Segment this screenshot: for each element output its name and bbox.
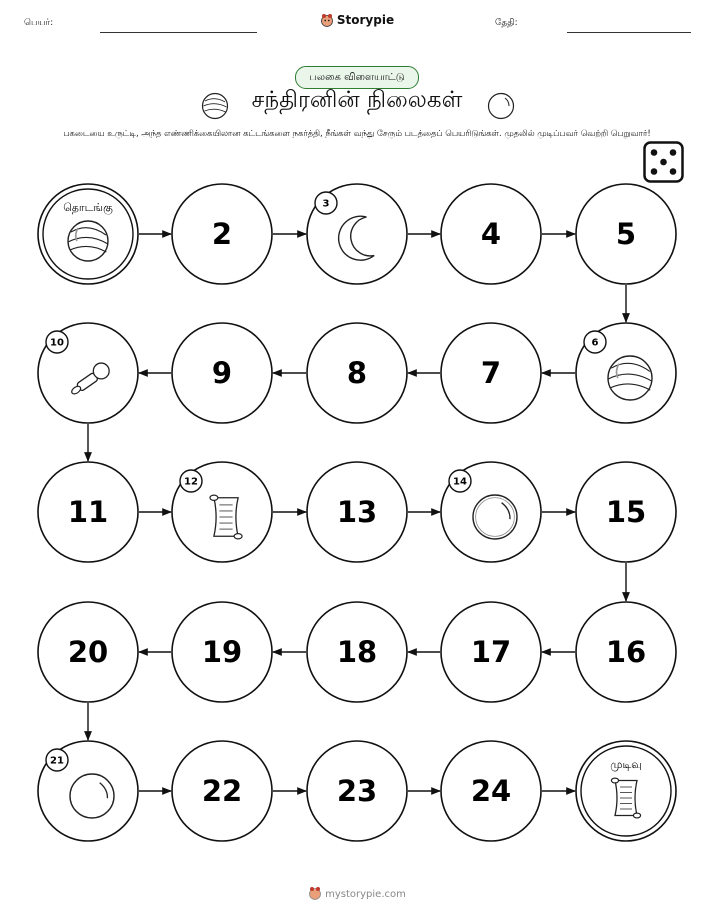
category-badge: பலகை விளையாட்டு xyxy=(295,66,419,89)
board-cell[interactable] xyxy=(441,184,541,284)
page-title: சந்திரனின் நிலைகள் xyxy=(251,87,463,113)
board-cell[interactable] xyxy=(172,462,272,562)
cell-number: 18 xyxy=(336,635,378,669)
board-cell[interactable] xyxy=(576,602,676,702)
cell-number: 8 xyxy=(346,356,368,390)
name-label: பெயர்: xyxy=(24,18,54,28)
board-cell[interactable] xyxy=(441,741,541,841)
board-cell[interactable] xyxy=(307,184,407,284)
footer-url: mystorypie.com xyxy=(325,889,406,900)
board-cell[interactable] xyxy=(172,602,272,702)
board-cell[interactable] xyxy=(576,323,676,423)
cell-number-badge xyxy=(584,331,606,353)
storypie-mascot-icon xyxy=(308,886,322,900)
board-cell[interactable] xyxy=(576,462,676,562)
brand-name: Storypie xyxy=(336,13,395,27)
cell-number: 7 xyxy=(480,356,502,390)
badge-number: 3 xyxy=(322,198,330,210)
date-label: தேதி: xyxy=(495,18,518,28)
board-cell[interactable] xyxy=(307,602,407,702)
badge-number: 6 xyxy=(591,337,599,349)
new-moon-icon xyxy=(70,774,114,818)
cell-number: 22 xyxy=(201,774,243,808)
badge-number: 10 xyxy=(50,337,64,349)
start-cell[interactable] xyxy=(38,184,138,284)
badge-number: 14 xyxy=(453,476,467,488)
board-cell[interactable] xyxy=(307,741,407,841)
cell-number: 5 xyxy=(615,217,637,251)
badge-number: 21 xyxy=(50,755,64,767)
footer xyxy=(0,886,714,900)
badge-number: 12 xyxy=(184,476,198,488)
cell-number-badge xyxy=(449,470,471,492)
cell-number-badge xyxy=(180,470,202,492)
board-cell[interactable] xyxy=(38,602,138,702)
cell-number: 9 xyxy=(211,356,233,390)
start-label: தொடங்கு xyxy=(63,201,113,214)
board-cell[interactable] xyxy=(441,323,541,423)
board-cell[interactable] xyxy=(441,462,541,562)
cell-number: 17 xyxy=(470,635,512,669)
cell-number: 24 xyxy=(470,774,512,808)
cell-number-badge xyxy=(46,331,68,353)
cell-number: 23 xyxy=(336,774,378,808)
cell-number-badge xyxy=(46,749,68,771)
cell-number: 2 xyxy=(211,217,233,251)
cell-number: 4 xyxy=(480,217,502,251)
cell-number-badge xyxy=(315,192,337,214)
cell-number: 16 xyxy=(605,635,647,669)
cell-number: 13 xyxy=(336,495,378,529)
instructions: பகடையை உருட்டி, அந்த எண்ணிக்கையிலான கட்டங்களை நகர்த்தி, நீங்கள் வந்து சேரும் படத்தைப் பெயரிடுங்கள். முதலில் முடிப்பவர் வெற்றி பெறுவார்! xyxy=(63,128,651,138)
board-cell[interactable] xyxy=(172,323,272,423)
cell-number: 11 xyxy=(67,495,109,529)
moon-ball-icon xyxy=(608,356,652,400)
cell-number: 20 xyxy=(67,635,109,669)
board-cell[interactable] xyxy=(576,184,676,284)
board-cell[interactable] xyxy=(38,741,138,841)
board-cell[interactable] xyxy=(38,462,138,562)
finish-cell[interactable] xyxy=(576,741,676,841)
board-cell[interactable] xyxy=(38,323,138,423)
cell-number: 15 xyxy=(605,495,647,529)
board-cell[interactable] xyxy=(441,602,541,702)
moon-ball-icon xyxy=(68,221,108,261)
full-moon-icon xyxy=(473,495,517,539)
cell-number: 19 xyxy=(201,635,243,669)
finish-label: முடிவு xyxy=(610,758,642,771)
board-cell[interactable] xyxy=(172,741,272,841)
board-cell[interactable] xyxy=(172,184,272,284)
board-cell[interactable] xyxy=(307,462,407,562)
board-cell[interactable] xyxy=(307,323,407,423)
